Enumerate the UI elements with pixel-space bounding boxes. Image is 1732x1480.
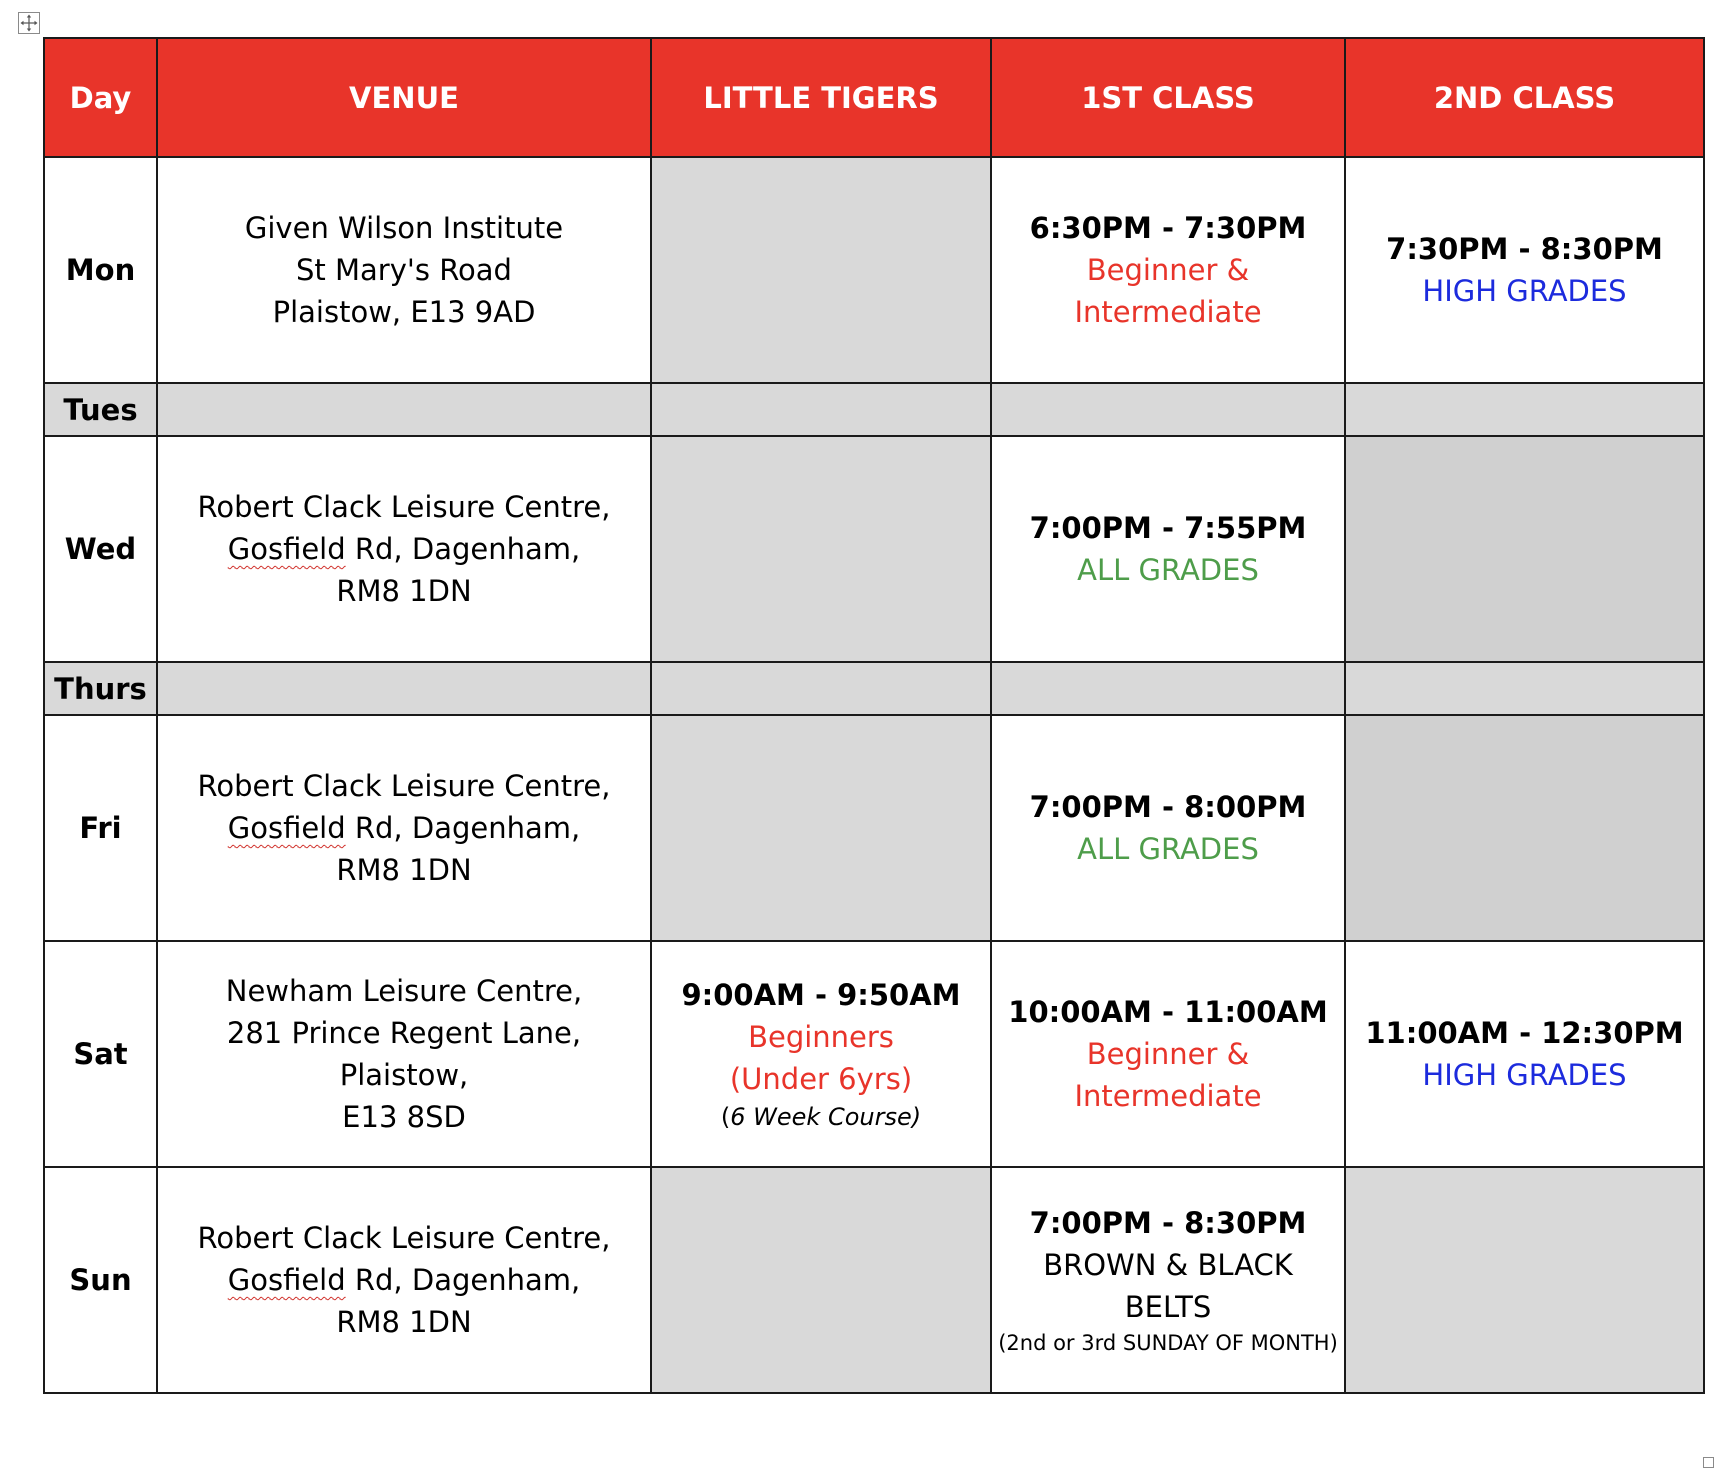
tigers-cell-sat: [651, 941, 991, 1167]
class-time: 6:30PM - 7:30PM: [1029, 211, 1307, 245]
spellcheck-word: Gosfield: [227, 811, 346, 845]
venue-line-rest: Rd, Dagenham,: [345, 532, 581, 566]
first-class-cell-thurs-empty: [991, 662, 1345, 715]
day-cell-wed: Wed: [44, 436, 157, 662]
class-age: (Under 6yrs): [729, 1062, 913, 1096]
class-level: Intermediate: [1074, 1079, 1262, 1113]
tigers-cell-tues-empty: [651, 383, 991, 436]
venue-line: E13 8SD: [342, 1100, 466, 1134]
class-schedule-table: [43, 37, 1705, 1394]
header-second-class: 2ND CLASS: [1345, 38, 1704, 157]
tigers-cell-mon-empty: [651, 157, 991, 383]
first-class-cell-mon: [991, 157, 1345, 383]
header-little-tigers: LITTLE TIGERS: [651, 38, 991, 157]
course-note: [658, 1100, 984, 1134]
spellcheck-word: Gosfield: [227, 1263, 346, 1297]
class-time: 7:00PM - 8:30PM: [1029, 1206, 1307, 1240]
class-level: BROWN & BLACK BELTS: [1043, 1248, 1293, 1324]
class-time: 10:00AM - 11:00AM: [1008, 995, 1328, 1029]
table-row-fri: [44, 715, 1704, 941]
table-resize-handle-icon[interactable]: [1703, 1457, 1714, 1468]
first-class-cell-wed: [991, 436, 1345, 662]
spellcheck-word: Gosfield: [227, 532, 346, 566]
header-row: [44, 38, 1704, 157]
table-row-tues: [44, 383, 1704, 436]
venue-line: Plaistow, E13 9AD: [272, 295, 536, 329]
venue-line: Given Wilson Institute: [244, 211, 564, 245]
table-row-wed: [44, 436, 1704, 662]
table-row-sun: [44, 1167, 1704, 1393]
venue-cell-sun: [157, 1167, 651, 1393]
class-level: Beginner &: [1086, 253, 1250, 287]
venue-line: Robert Clack Leisure Centre,: [197, 1221, 611, 1255]
first-class-cell-sun: [991, 1167, 1345, 1393]
first-class-cell-tues-empty: [991, 383, 1345, 436]
venue-line: 281 Prince Regent Lane, Plaistow,: [226, 1016, 582, 1092]
venue-cell-wed: [157, 436, 651, 662]
venue-line: [164, 528, 644, 570]
day-cell-thurs: Thurs: [44, 662, 157, 715]
table-row-mon: [44, 157, 1704, 383]
second-class-cell-mon: [1345, 157, 1704, 383]
venue-cell-tues-empty: [157, 383, 651, 436]
header-venue: VENUE: [157, 38, 651, 157]
class-level: HIGH GRADES: [1422, 274, 1627, 308]
class-time: 9:00AM - 9:50AM: [681, 978, 961, 1012]
venue-line: [164, 1259, 644, 1301]
class-level: Beginner &: [1086, 1037, 1250, 1071]
class-level: Beginners: [748, 1020, 894, 1054]
course-note-text: 6 Week Course): [730, 1103, 922, 1131]
class-note: (2nd or 3rd SUNDAY OF MONTH): [998, 1331, 1338, 1355]
venue-cell-thurs-empty: [157, 662, 651, 715]
venue-line-rest: Rd, Dagenham,: [345, 1263, 581, 1297]
tigers-cell-thurs-empty: [651, 662, 991, 715]
day-cell-tues: Tues: [44, 383, 157, 436]
venue-cell-sat: [157, 941, 651, 1167]
class-level: HIGH GRADES: [1422, 1058, 1627, 1092]
class-level: Intermediate: [1074, 295, 1262, 329]
venue-line-rest: Rd, Dagenham,: [345, 811, 581, 845]
second-class-cell-fri-empty: [1345, 715, 1704, 941]
second-class-cell-tues-empty: [1345, 383, 1704, 436]
first-class-cell-fri: [991, 715, 1345, 941]
header-day: Day: [44, 38, 157, 157]
class-time: 7:00PM - 7:55PM: [1029, 511, 1307, 545]
tigers-cell-wed-empty: [651, 436, 991, 662]
venue-line: St Mary's Road: [296, 253, 512, 287]
class-time: 7:00PM - 8:00PM: [1029, 790, 1307, 824]
move-arrows-icon: [19, 13, 39, 33]
venue-cell-fri: [157, 715, 651, 941]
class-level: ALL GRADES: [1077, 832, 1259, 866]
class-time: 7:30PM - 8:30PM: [1386, 232, 1663, 266]
second-class-cell-thurs-empty: [1345, 662, 1704, 715]
day-cell-sat: Sat: [44, 941, 157, 1167]
venue-line: RM8 1DN: [336, 853, 472, 887]
venue-line: [164, 807, 644, 849]
day-cell-mon: Mon: [44, 157, 157, 383]
tigers-cell-fri-empty: [651, 715, 991, 941]
venue-line: RM8 1DN: [336, 1305, 472, 1339]
venue-line: RM8 1DN: [336, 574, 472, 608]
table-row-thurs: [44, 662, 1704, 715]
day-cell-fri: Fri: [44, 715, 157, 941]
venue-line: Robert Clack Leisure Centre,: [197, 490, 611, 524]
venue-cell-mon: [157, 157, 651, 383]
class-level: ALL GRADES: [1077, 553, 1259, 587]
second-class-cell-sun-empty: [1345, 1167, 1704, 1393]
day-cell-sun: Sun: [44, 1167, 157, 1393]
table-move-handle-icon[interactable]: [18, 12, 40, 34]
second-class-cell-sat: [1345, 941, 1704, 1167]
table-row-sat: [44, 941, 1704, 1167]
venue-line: Newham Leisure Centre,: [225, 974, 583, 1008]
second-class-cell-wed-empty: [1345, 436, 1704, 662]
first-class-cell-sat: [991, 941, 1345, 1167]
header-first-class: 1ST CLASS: [991, 38, 1345, 157]
tigers-cell-sun-empty: [651, 1167, 991, 1393]
class-time: 11:00AM - 12:30PM: [1365, 1016, 1684, 1050]
venue-line: Robert Clack Leisure Centre,: [197, 769, 611, 803]
course-note-paren: (: [720, 1103, 731, 1131]
